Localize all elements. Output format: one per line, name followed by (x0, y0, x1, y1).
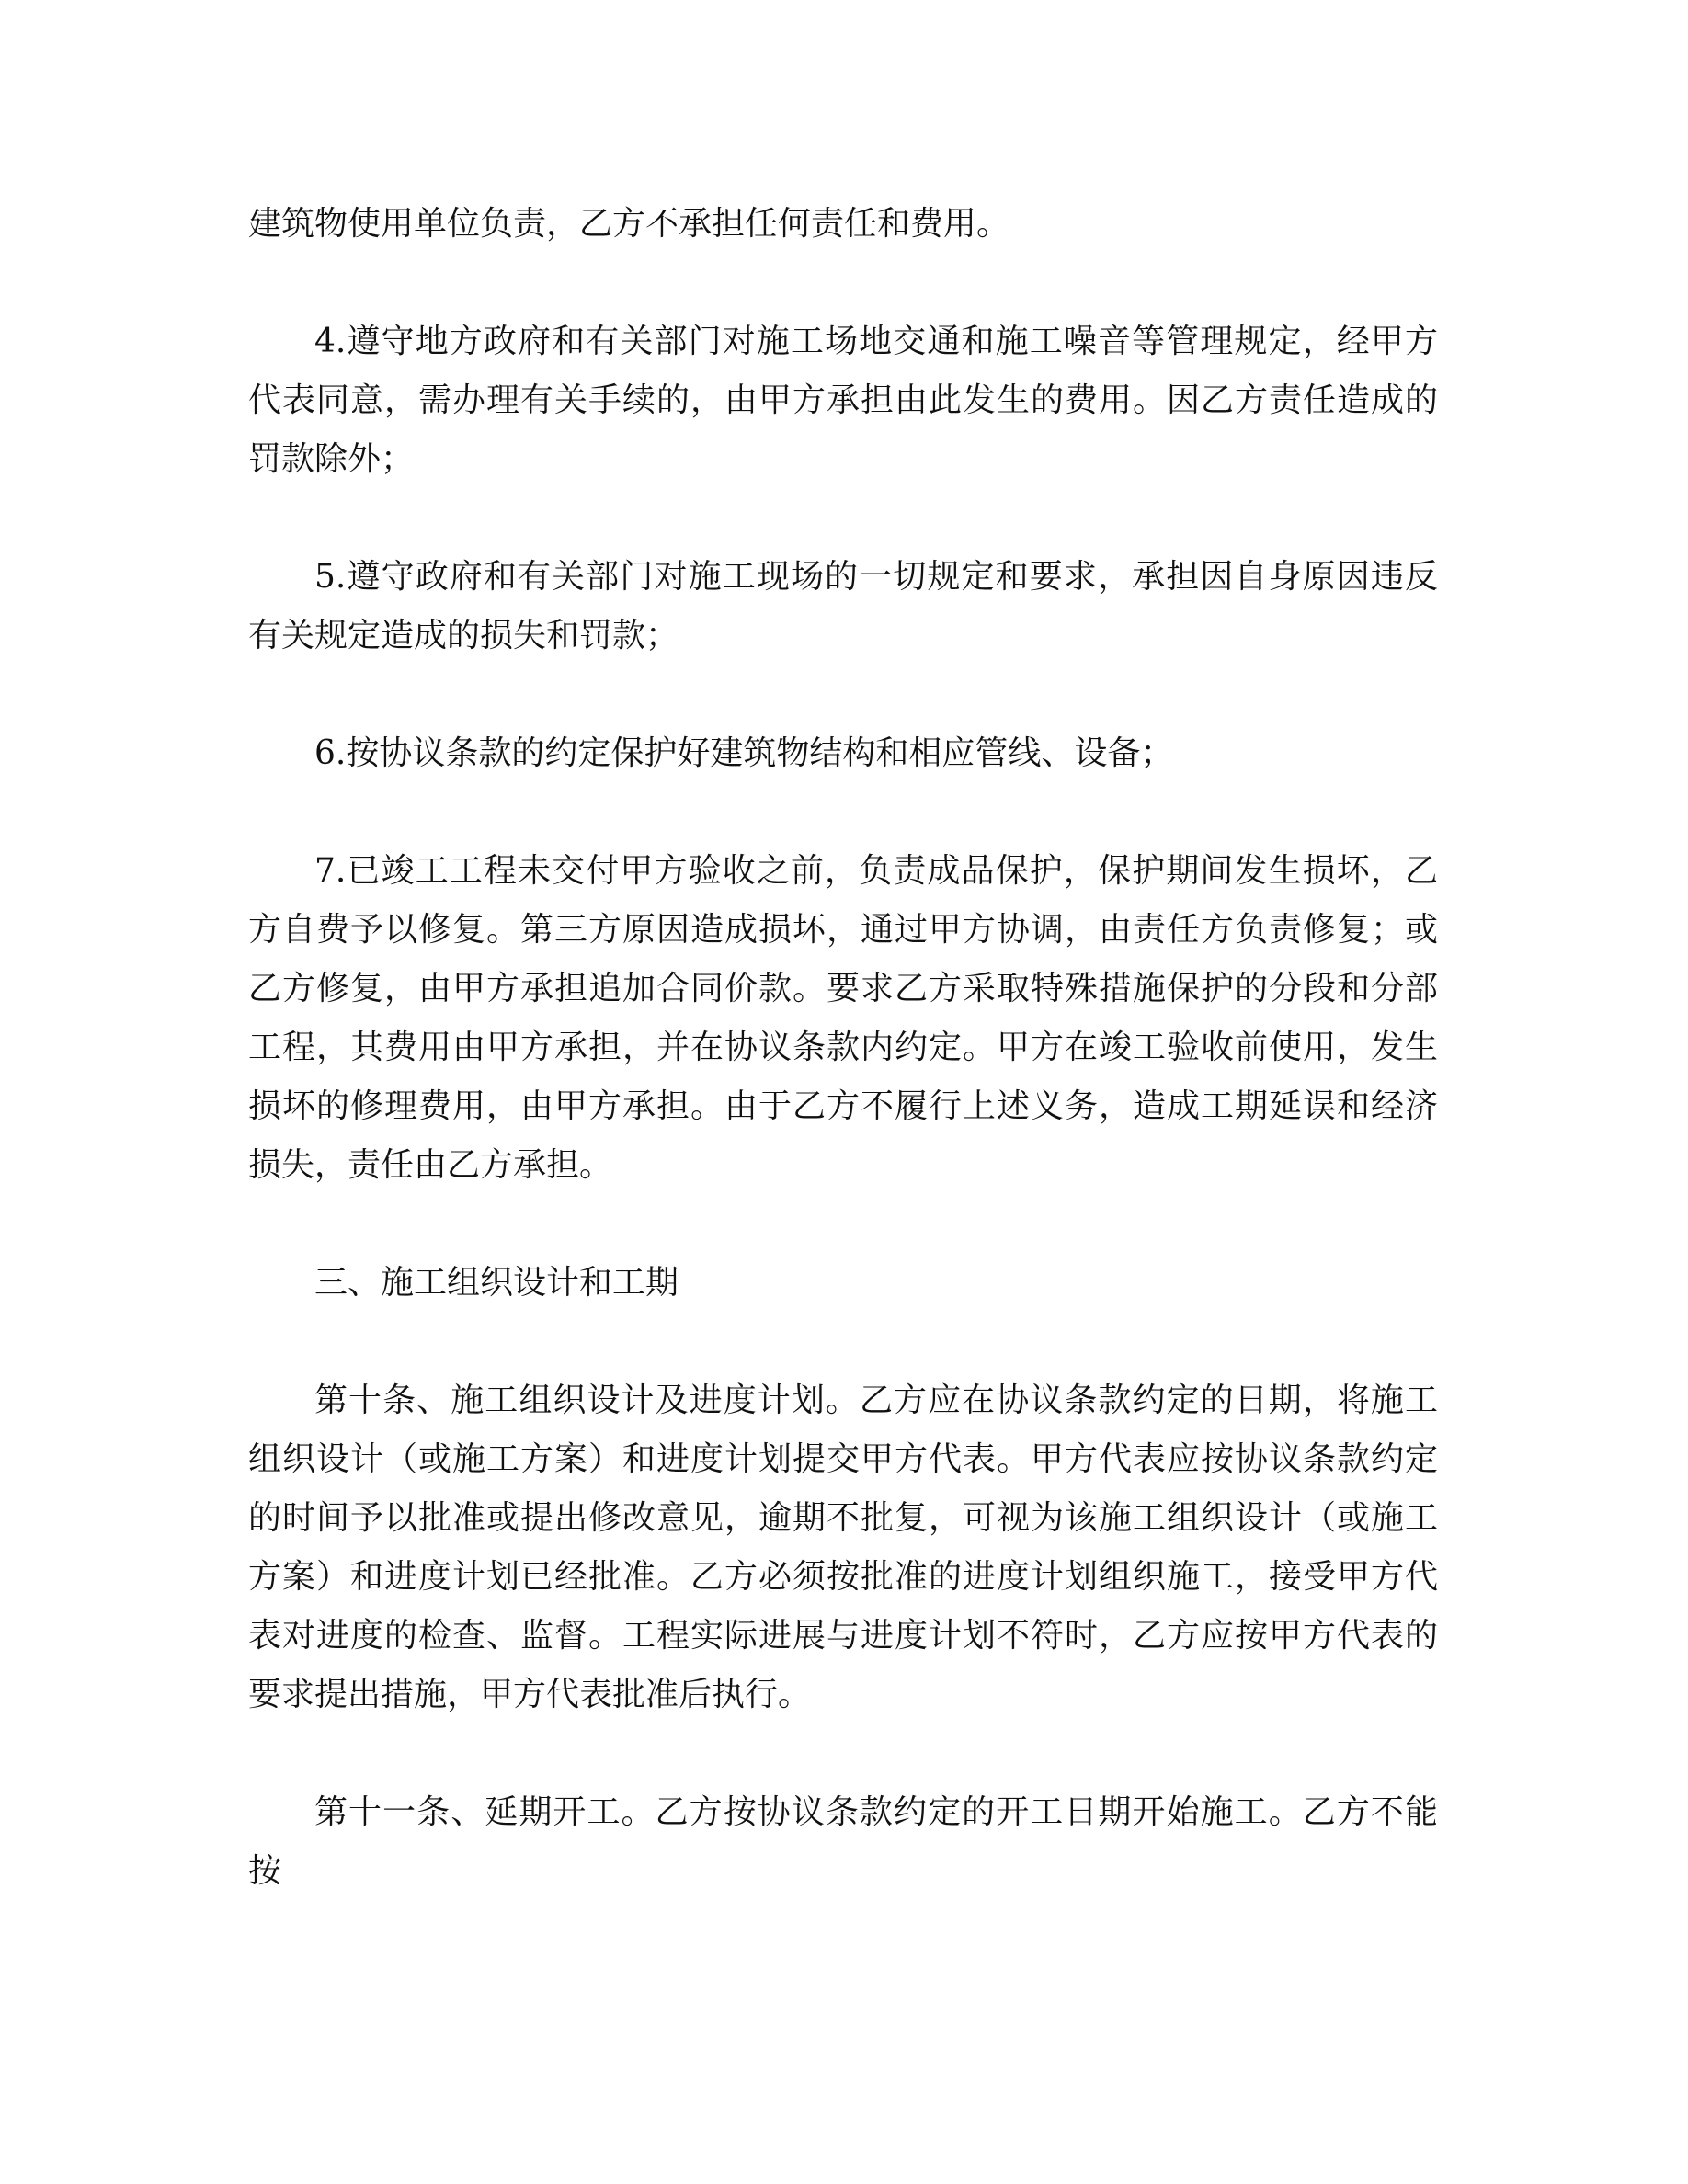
paragraph-item-4: 4.遵守地方政府和有关部门对施工场地交通和施工噪音等管理规定，经甲方代表同意，需办理有关手续的，由甲方承担由此发生的费用。因乙方责任造成的罚款除外； (248, 323, 1438, 478)
document-body (248, 195, 1438, 1901)
paragraph-item-7: 7.已竣工工程未交付甲方验收之前，负责成品保护，保护期间发生损坏，乙方自费予以修复。第三方原因造成损坏，通过甲方协调，由责任方负责修复；或乙方修复，由甲方承担追加合同价款。要求乙方采取特殊措施保护的分段和分部工程，其费用由甲方承担，并在协议条款内约定。甲方在竣工验收前使用，发生损坏的修理费用，由甲方承担。由于乙方不履行上述义务，造成工期延误和经济损失，责任由乙方承担。 (248, 852, 1438, 1184)
paragraph-article-10: 第十条、施工组织设计及进度计划。乙方应在协议条款约定的日期，将施工组织设计（或施工方案）和进度计划提交甲方代表。甲方代表应按协议条款约定的时间予以批准或提出修改意见，逾期不批复，可视为该施工组织设计（或施工方案）和进度计划已经批准。乙方必须按批准的进度计划组织施工，接受甲方代表对进度的检查、监督。工程实际进展与进度计划不符时，乙方应按甲方代表的要求提出措施，甲方代表批准后执行。 (248, 1382, 1438, 1713)
section-heading: 三、施工组织设计和工期 (314, 1264, 679, 1302)
paragraph-item-5: 5.遵守政府和有关部门对施工现场的一切规定和要求，承担因自身原因违反有关规定造成的损失和罚款； (248, 558, 1438, 654)
paragraph-item-6: 6.按协议条款的约定保护好建筑物结构和相应管线、设备； (314, 734, 1174, 772)
paragraph-article-11: 第十一条、延期开工。乙方按协议条款约定的开工日期开始施工。乙方不能按 (248, 1793, 1438, 1890)
paragraph-continuation: 建筑物使用单位负责，乙方不承担任何责任和费用。 (248, 205, 1010, 243)
